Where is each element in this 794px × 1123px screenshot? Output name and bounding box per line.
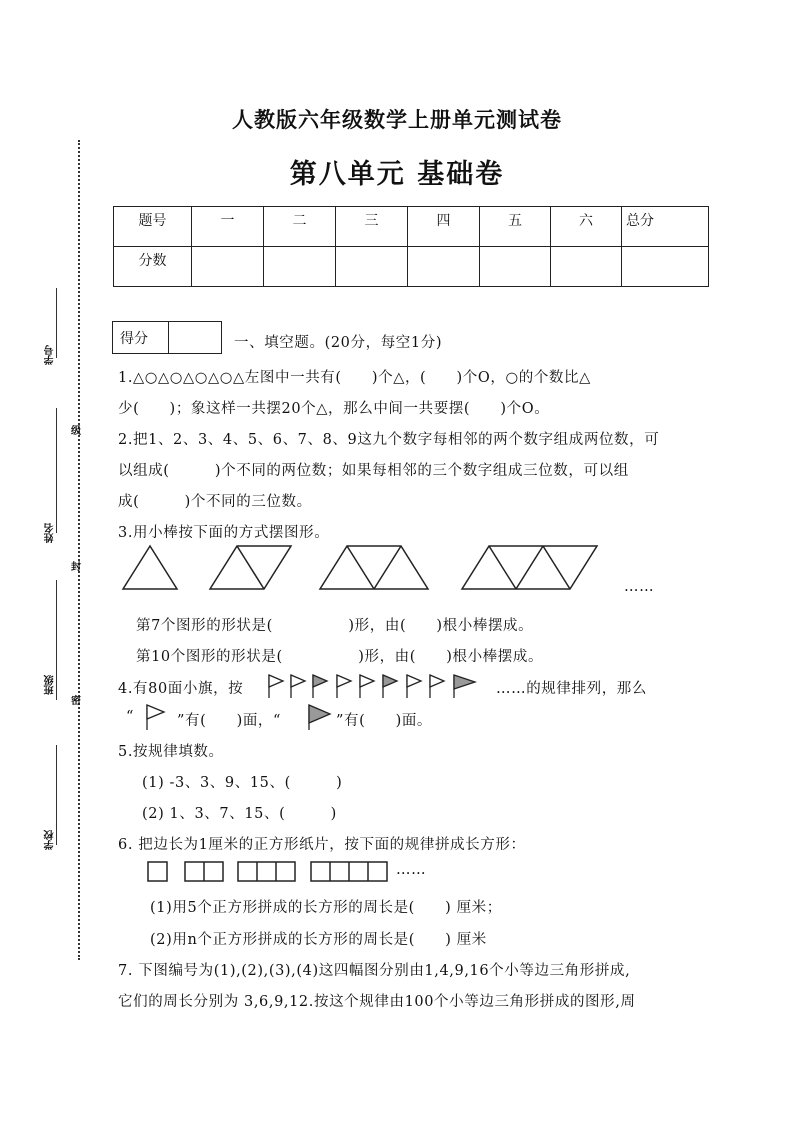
q1-line-1: 1.△○△○△○△○△左图中一共有( )个△，( )个O，○的个数比△ xyxy=(118,370,591,386)
q4-line-1-post: ……的规律排列，那么 xyxy=(496,681,647,697)
section-title: 一、填空题。(20分，每空1分) xyxy=(234,335,443,351)
q4-quote-open-1: “ xyxy=(126,709,135,725)
q2-line-3: 成( )个不同的三位数。 xyxy=(118,494,312,510)
q3-sub-1: 第7个图形的形状是( )形，由( )根小棒摆成。 xyxy=(136,618,534,634)
table-cell: 六 xyxy=(551,207,622,247)
square-row-2 xyxy=(185,862,223,881)
table-cell: 三 xyxy=(336,207,408,247)
q6-line: 6. 把边长为1厘米的正方形纸片，按下面的规律拼成长方形： xyxy=(118,837,526,853)
table-cell: 四 xyxy=(408,207,480,247)
q7-line-1: 7. 下图编号为(1),(2),(3),(4)这四幅图分别由1,4,9,16个小等边三角形拼成, xyxy=(118,963,631,979)
q3-line: 3.用小棒按下面的方式摆图形。 xyxy=(118,525,330,541)
q6-sub-1: (1)用5个正方形拼成的长方形的周长是( ) 厘米； xyxy=(150,900,502,916)
table-cell: 题号 xyxy=(114,207,192,247)
q3-ellipsis: …… xyxy=(624,579,655,595)
table-cell: 一 xyxy=(192,207,264,247)
margin-label-school: 学校 xyxy=(45,830,56,850)
q1-line-2: 少( )；象这样一共摆20个△，那么中间一共要摆( )个O。 xyxy=(118,401,550,417)
seal-char-secret: 密 xyxy=(71,696,81,707)
square-row-3 xyxy=(238,862,295,881)
q2-line-2: 以组成( )个不同的两位数；如果每相邻的三个数字组成三位数，可以组 xyxy=(118,463,629,479)
seal-char-seal: 封 xyxy=(71,562,81,573)
q5-sub-2: (2) 1、3、7、15、( ) xyxy=(142,806,337,822)
margin-label-class: 班级 xyxy=(45,675,56,695)
table-cell: 五 xyxy=(480,207,551,247)
q5-sub-1: (1) -3、3、9、15、( ) xyxy=(142,775,343,791)
table-cell: 总分 xyxy=(622,207,709,247)
exam-title: 人教版六年级数学上册单元测试卷 xyxy=(232,107,562,132)
table-cell: 分数 xyxy=(114,247,192,287)
q4-line-1-pre: 4.有80面小旗，按 xyxy=(118,681,244,697)
square-row-1 xyxy=(148,862,167,881)
q2-line-1: 2.把1、2、3、4、5、6、7、8、9这九个数字每相邻的两个数字组成两位数，可 xyxy=(118,432,660,448)
margin-label-student-id: 学号 xyxy=(45,345,56,365)
margin-label-name: 姓名 xyxy=(45,523,56,543)
q4-line-2-mid: ”有( )面，“ xyxy=(177,713,282,729)
table-cell: 二 xyxy=(264,207,336,247)
score-box-label: 得分 xyxy=(113,322,169,353)
q6-ellipsis: …… xyxy=(396,862,427,878)
q7-line-2: 它们的周长分别为 3,6,9,12.按这个规律由100个小等边三角形拼成的图形,周 xyxy=(118,994,636,1010)
square-row-4 xyxy=(311,862,387,881)
seal-char-line: 级 xyxy=(71,426,81,437)
q4-line-2-end: ”有( )面。 xyxy=(336,713,433,729)
unit-subtitle: 第八单元 基础卷 xyxy=(289,159,505,190)
q5-line: 5.按规律填数。 xyxy=(118,744,224,760)
q3-sub-2: 第10个图形的形状是( )形，由( )根小棒摆成。 xyxy=(136,649,544,665)
q6-sub-2: (2)用n个正方形拼成的长方形的周长是( ) 厘米 xyxy=(150,932,487,948)
